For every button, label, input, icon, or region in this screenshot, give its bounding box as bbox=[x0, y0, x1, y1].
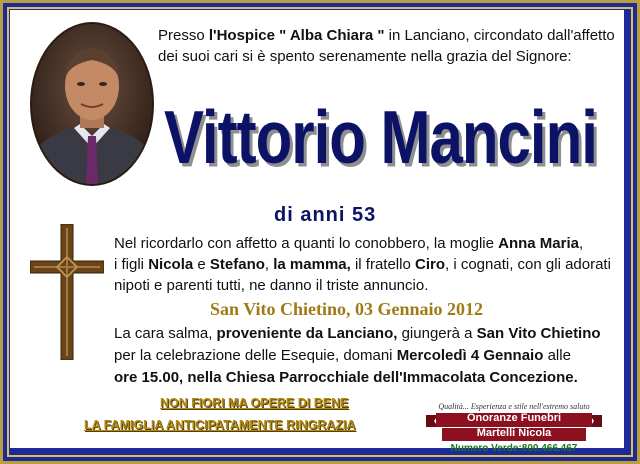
funeral-line-3: ore 15.00, nella Chiesa Parrocchiale dell'Immacolata Concezione. bbox=[114, 369, 578, 386]
cross-icon bbox=[30, 224, 104, 360]
family-line-3: nipoti e parenti tutti, ne danno il triste annuncio. bbox=[114, 277, 429, 294]
family-line-1: Nel ricordarlo con affetto a quanti lo conobbero, la moglie Anna Maria, bbox=[114, 235, 584, 252]
portrait-photo bbox=[32, 24, 152, 184]
thanks-note: LA FAMIGLIA ANTICIPATAMENTE RINGRAZIA bbox=[84, 418, 356, 432]
hospice-name: l'Hospice " Alba Chiara " bbox=[208, 27, 385, 44]
intro-line-2: dei suoi cari si è spento serenamente nella grazia del Signore: bbox=[158, 48, 572, 65]
agency-phone: Numero Verde:800.466.467 bbox=[450, 443, 578, 454]
flowers-note: NON FIORI MA OPERE DI BENE bbox=[160, 396, 349, 410]
deceased-age: di anni 53 bbox=[274, 204, 377, 226]
agency-line-1: Onoranze Funebri bbox=[466, 412, 562, 424]
agency-tagline: Qualità... Esperienza e stile nell'estremo saluto bbox=[438, 402, 590, 411]
deceased-name: Vittorio Mancini bbox=[164, 95, 597, 179]
funeral-line-1: La cara salma, proveniente da Lanciano, giungerà a San Vito Chietino bbox=[114, 325, 601, 342]
family-line-2: i figli Nicola e Stefano, la mamma, il fratello Ciro, i cognati, con gli adorati bbox=[114, 256, 611, 273]
portrait-image bbox=[32, 24, 152, 184]
intro-line-1: Presso l'Hospice " Alba Chiara " in Lanciano, circondato dall'affetto bbox=[158, 27, 615, 44]
funeral-agency-logo bbox=[424, 402, 604, 458]
funeral-line-2: per la celebrazione delle Esequie, domani Mercoledì 4 Gennaio alle bbox=[114, 347, 571, 364]
obituary-notice bbox=[10, 10, 624, 454]
date-line: San Vito Chietino, 03 Gennaio 2012 bbox=[210, 299, 484, 319]
agency-line-2: Martelli Nicola bbox=[476, 427, 552, 439]
